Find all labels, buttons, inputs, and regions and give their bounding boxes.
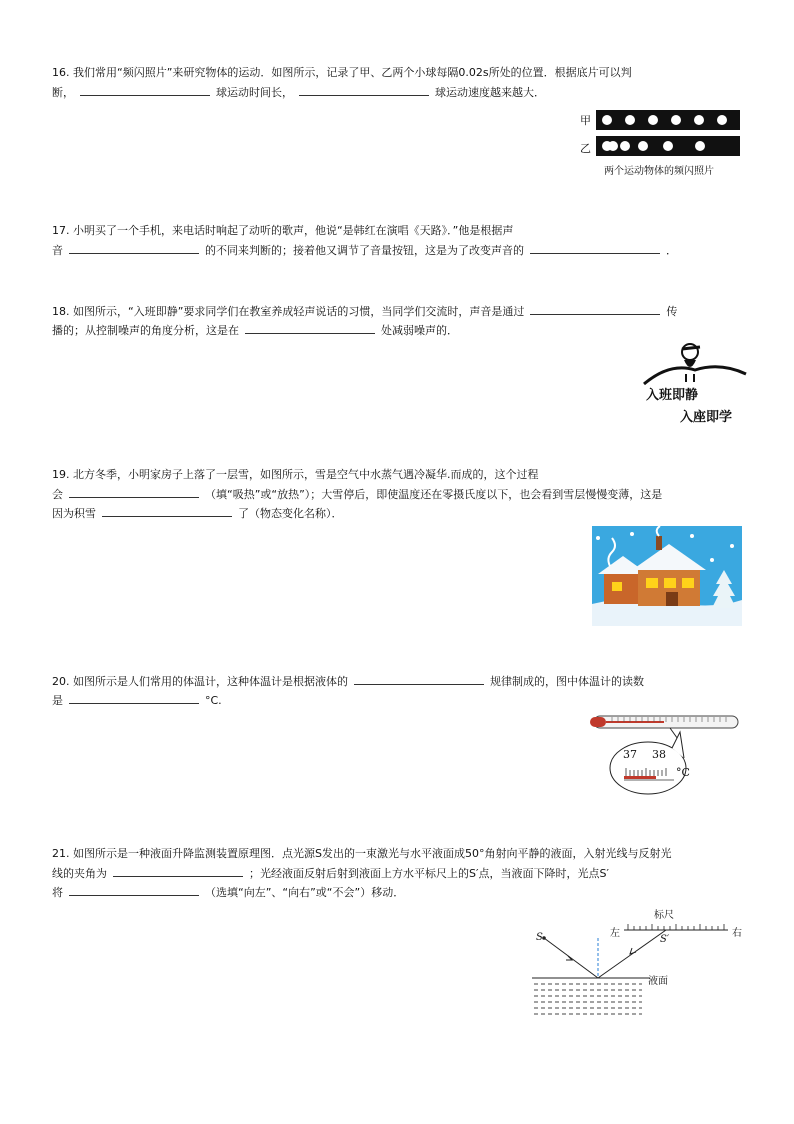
q18-line2: [52, 321, 458, 338]
unit-label: °C: [676, 766, 690, 779]
tick-label-37: 37: [623, 748, 637, 761]
q20-text-d: °C.: [205, 694, 222, 707]
label-right: 右: [732, 928, 742, 939]
liquid-level-diagram: [532, 904, 748, 1024]
q19-line2: [52, 485, 662, 502]
q16-text-c: 球运动速度越来越大．: [435, 86, 545, 99]
q18-blank-2[interactable]: [245, 321, 375, 334]
q16-line1: [52, 64, 632, 80]
thermometer-figure: [588, 712, 742, 804]
q19-text-b: （填“吸热”或“放热”）；大雪停后，即使温度还在零摄氏度以下，也会看到雪层慢慢变薄，这是: [205, 488, 663, 501]
q20-text-b: 规律制成的，图中体温计的读数: [490, 675, 644, 688]
q21-text-c: 将: [52, 886, 63, 899]
q21-text-a: 线的夹角为: [52, 867, 107, 880]
tick-label-38: 38: [652, 748, 666, 761]
label-jia: 甲: [580, 114, 591, 127]
q18-line1: [52, 302, 677, 319]
q19-line1: [52, 466, 538, 482]
q20-text-c: 是: [52, 694, 63, 707]
liquid-level-figure: [532, 904, 748, 1024]
label-light-source: S: [536, 932, 543, 943]
q21-blank-2[interactable]: [69, 883, 199, 896]
q19-text-a: 会: [52, 488, 63, 501]
q17-line2: [52, 241, 677, 258]
q19-blank-2[interactable]: [102, 504, 232, 517]
snow-house-illustration: [592, 526, 742, 626]
q17-text-c: ．: [666, 244, 677, 257]
quiet-sign-figure: [640, 340, 750, 425]
q21-line3: [52, 883, 404, 900]
q17-blank-1[interactable]: [69, 241, 199, 254]
sign-text-1: 入班即静: [646, 388, 699, 403]
strobe-photo-figure: [580, 110, 740, 180]
q20-blank-1[interactable]: [354, 672, 484, 685]
sign-text-2: 入座即学: [680, 410, 733, 425]
q21-line1: [52, 845, 671, 861]
q19-blank-1[interactable]: [69, 485, 199, 498]
snow-house-figure: [592, 526, 742, 626]
label-liquid-surface: 液面: [648, 976, 668, 987]
q19-text: 19. 北方冬季，小明家房子上落了一层雪，如图所示，雪是空气中水蒸气遇冷凝华.而成的，这个过程: [52, 468, 539, 481]
q17-blank-2[interactable]: [530, 241, 660, 254]
q19-line3: [52, 504, 343, 521]
q18-blank-1[interactable]: [530, 302, 660, 315]
q20-line2: [52, 691, 222, 708]
q20-blank-2[interactable]: [69, 691, 199, 704]
q17-text: 17. 小明买了一个手机，来电话时响起了动听的歌声，他说“是韩红在演唱《天路》．”他是根据声: [52, 224, 514, 237]
q20-line1: [52, 672, 644, 689]
label-light-spot: S′: [660, 934, 670, 945]
q19-text-d: 了（物态变化名称）．: [238, 507, 343, 520]
q16-text-a: 断，: [52, 86, 74, 99]
q16-blank-1[interactable]: [80, 83, 210, 96]
q20-text-a: 20. 如图所示是人们常用的体温计，这种体温计是根据液体的: [52, 675, 348, 688]
strobe-caption: 两个运动物体的频闪照片: [604, 166, 714, 177]
strobe-film-svg: [580, 110, 740, 160]
q21-blank-1[interactable]: [113, 864, 243, 877]
q21-text-d: （选填“向左”、“向右”或“不会”）移动．: [205, 886, 405, 899]
q21-text-b: ；光经液面反射后射到液面上方水平标尺上的S′点，当液面下降时，光点S′: [249, 867, 609, 880]
q17-text-b: 的不同来判断的；接着他又调节了音量按钮，这是为了改变声音的: [205, 244, 524, 257]
q21-text: 21. 如图所示是一种液面升降监测装置原理图．点光源S发出的一束激光与水平液面成50°角射向平静的液面，入射光线与反射光: [52, 847, 672, 860]
q18-text-c: 播的；从控制噪声的角度分析，这是在: [52, 324, 239, 337]
q16-line2: [52, 83, 545, 100]
q16-blank-2[interactable]: [299, 83, 429, 96]
q18-text-a: 18. 如图所示，“入班即静”要求同学们在教室养成轻声说话的习惯，当同学们交流时，声音是通过: [52, 305, 525, 318]
q16-text: 16. 我们常用“频闪照片”来研究物体的运动．如图所示，记录了甲、乙两个小球每隔0.02s所处的位置．根据底片可以判: [52, 66, 632, 79]
label-yi: 乙: [580, 142, 591, 155]
q18-text-b: 传: [666, 305, 678, 318]
q19-text-c: 因为积雪: [52, 507, 96, 520]
quiet-student-icon: [640, 340, 750, 390]
q18-text-d: 处减弱噪声的．: [381, 324, 458, 337]
q17-line1: [52, 222, 513, 238]
label-left: 左: [610, 928, 620, 939]
label-ruler: 标尺: [654, 910, 674, 921]
q17-text-a: 音: [52, 244, 63, 257]
q21-line2: [52, 864, 609, 881]
q16-text-b: 球运动时间长，: [216, 86, 293, 99]
